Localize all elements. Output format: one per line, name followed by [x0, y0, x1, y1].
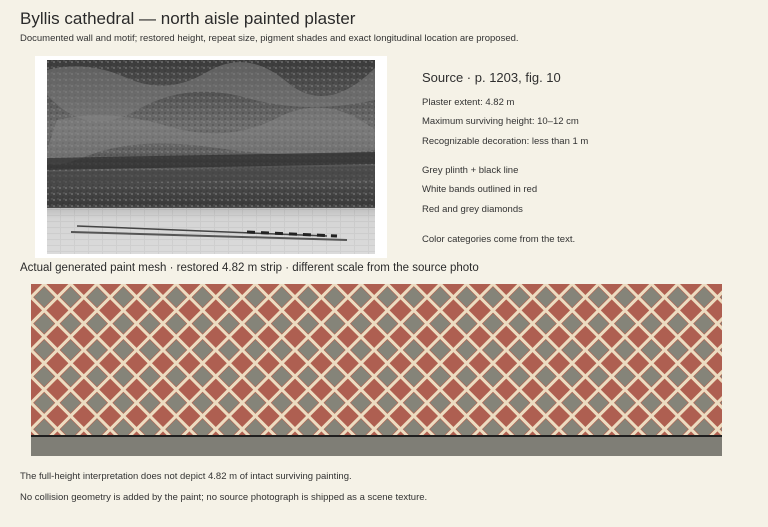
plaster-extent-fact: Plaster extent: 4.82 m — [422, 97, 515, 108]
interpretation-note: The full-height interpretation does not depict 4.82 m of intact surviving painting. — [20, 471, 352, 482]
color-source-note: Color categories come from the text. — [422, 234, 576, 245]
source-heading: Source · p. 1203, fig. 10 — [422, 70, 561, 85]
page-title: Byllis cathedral — north aisle painted plaster — [20, 9, 356, 28]
motif-diamonds: Red and grey diamonds — [422, 204, 523, 215]
motif-plinth: Grey plinth + black line — [422, 165, 519, 176]
source-photo — [35, 56, 387, 258]
source-panel — [422, 70, 752, 245]
paint-mesh — [31, 284, 722, 461]
collision-note: No collision geometry is added by the paint; no source photograph is shipped as a scene texture. — [20, 492, 428, 503]
page-subtitle: Documented wall and motif; restored height, repeat size, pigment shades and exact longitudinal location are proposed. — [20, 33, 519, 44]
decoration-extent-fact: Recognizable decoration: less than 1 m — [422, 136, 589, 147]
black-line — [31, 435, 722, 437]
source-photo-image — [47, 60, 375, 254]
surviving-height-fact: Maximum surviving height: 10–12 cm — [422, 116, 579, 127]
grey-plinth — [31, 437, 722, 456]
diamond-pattern — [31, 284, 722, 453]
paint-mesh-canvas — [31, 284, 722, 456]
motif-bands: White bands outlined in red — [422, 184, 538, 195]
mesh-caption: Actual generated paint mesh · restored 4.82 m strip · different scale from the source photo — [20, 262, 479, 274]
